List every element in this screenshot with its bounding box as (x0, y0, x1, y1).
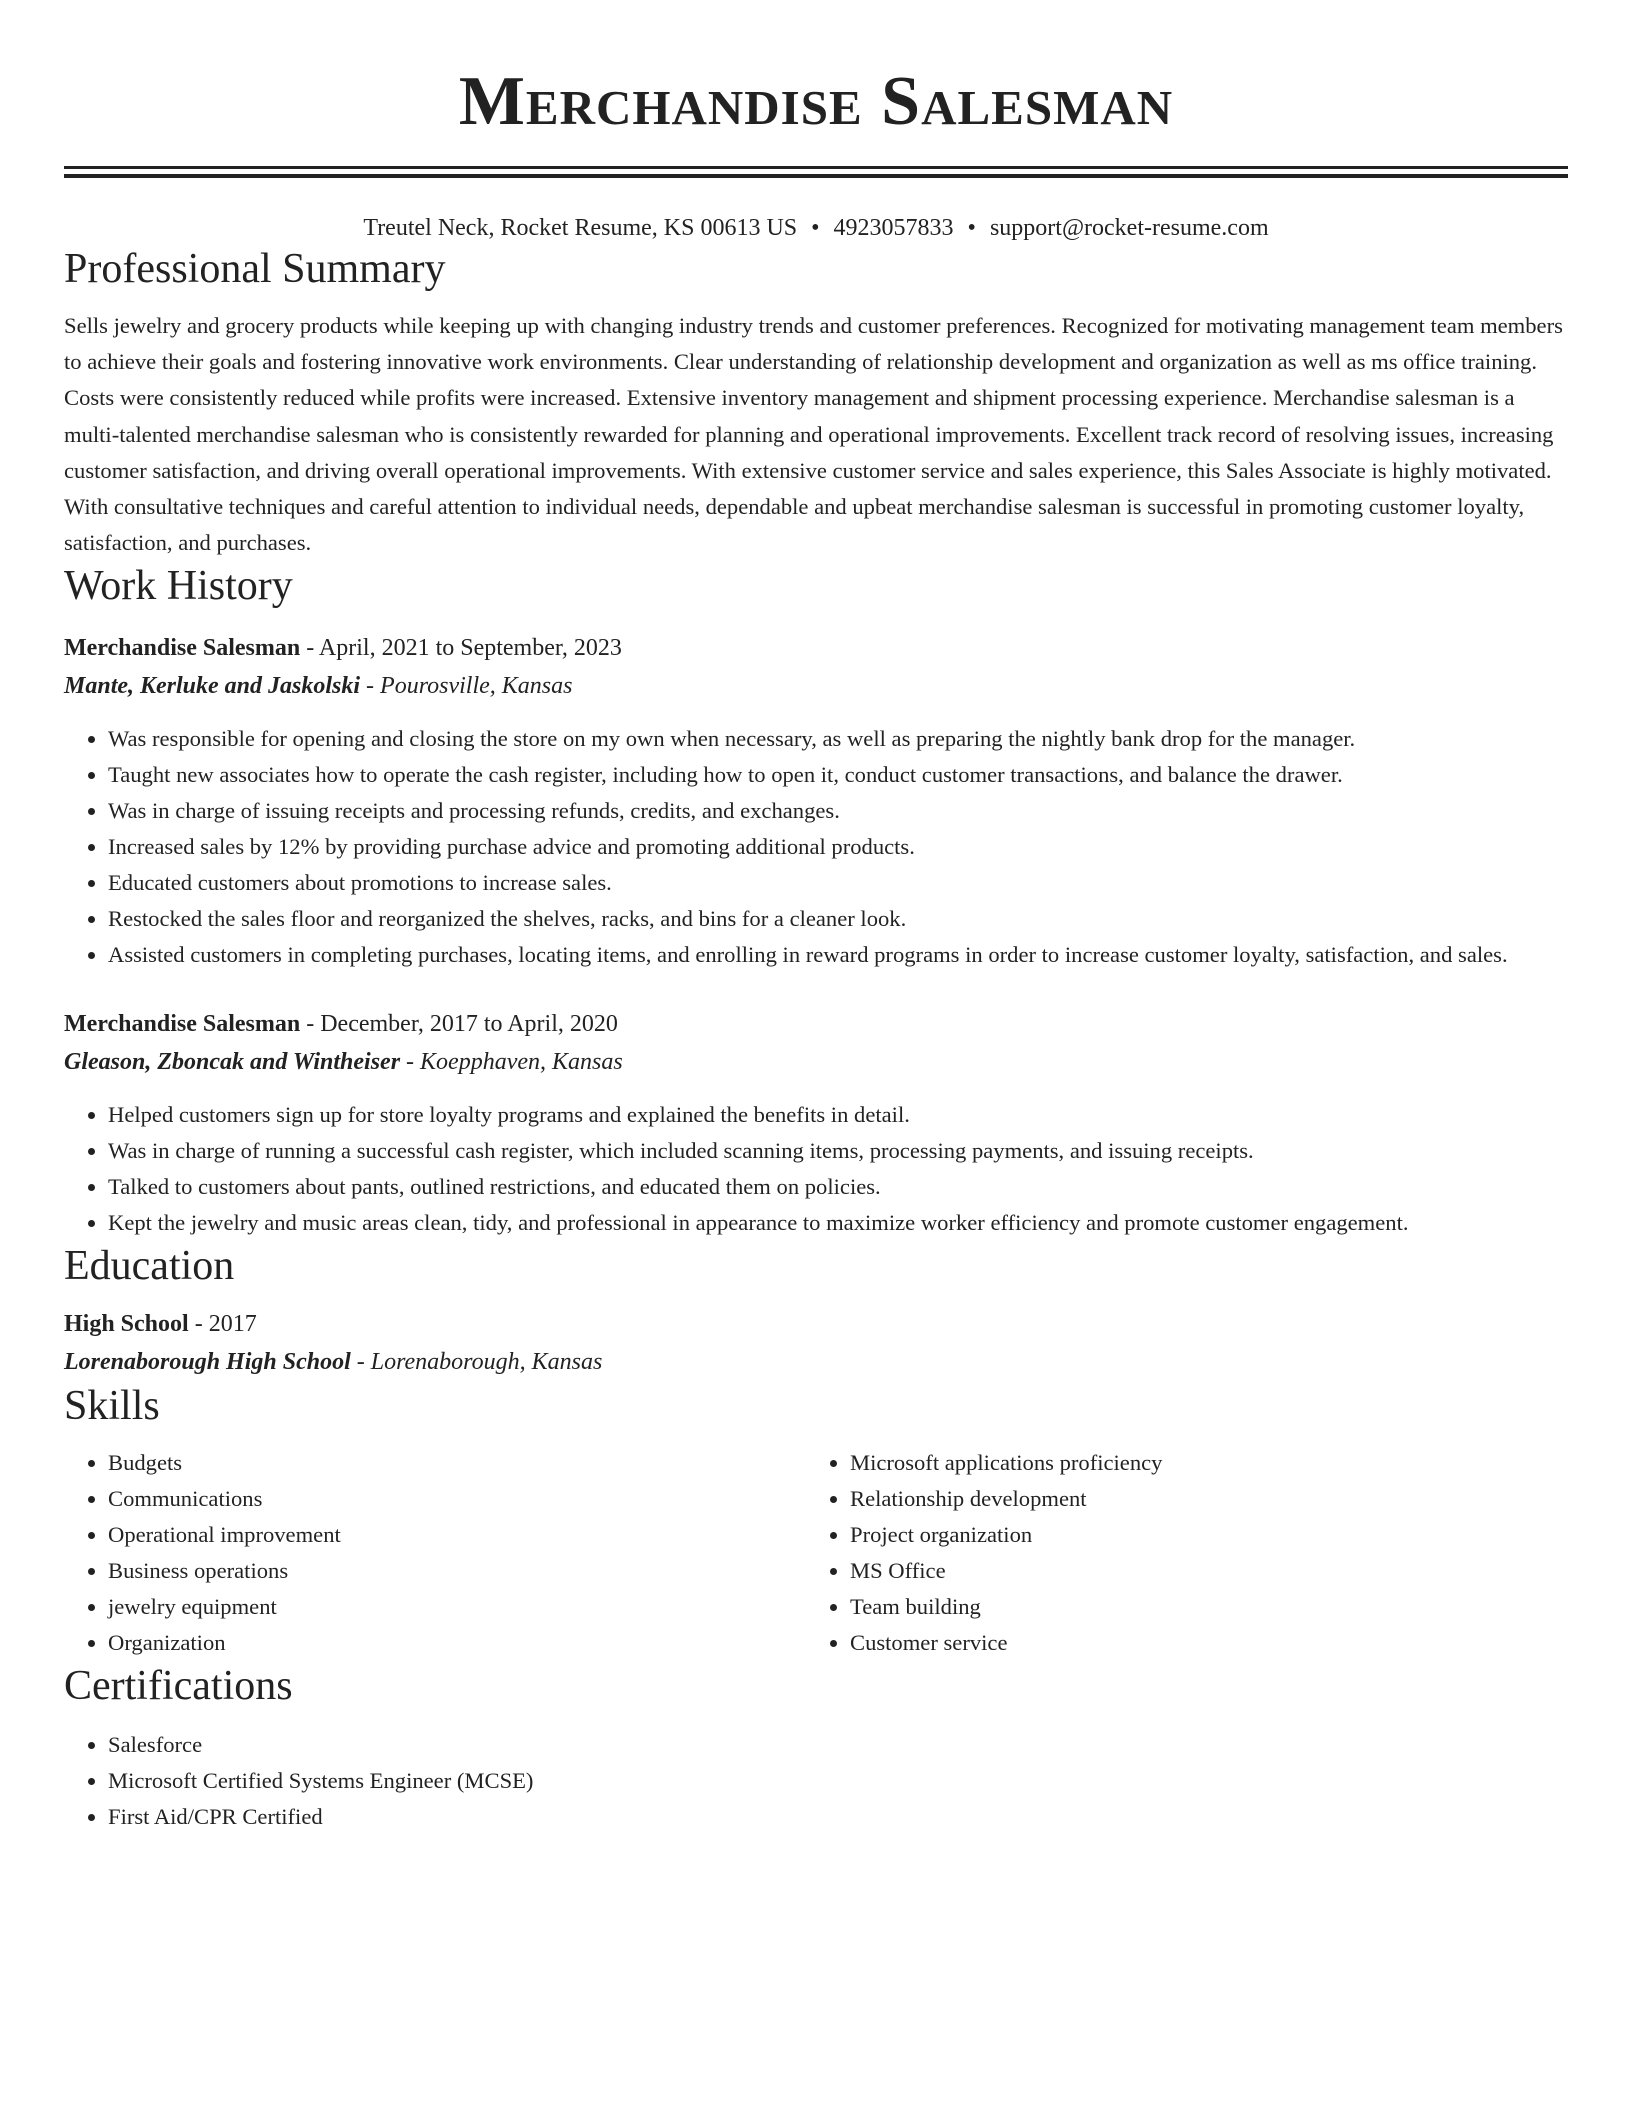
job-entry (64, 1005, 1568, 1241)
skill-item: • Business operations (108, 1553, 806, 1589)
education-entry (64, 1305, 1568, 1381)
skill-item: • MS Office (850, 1553, 1548, 1589)
job-location: - Pourosville, Kansas (360, 673, 573, 700)
skill-item: • Communications (108, 1481, 806, 1517)
education-school: Lorenaborough High School (64, 1349, 351, 1376)
job-dates: - April, 2021 to September, 2023 (300, 635, 622, 662)
job-heading (64, 1005, 1568, 1043)
certifications-list (64, 1727, 1568, 1835)
skill-item: • jewelry equipment (108, 1589, 806, 1625)
education-year: - 2017 (188, 1311, 257, 1338)
job-duty: • Was in charge of running a successful cash register, which included scanning items, processing payments, and issuing receipts. (108, 1133, 1568, 1169)
skills-list (64, 1445, 1568, 1661)
skill-item: • Organization (108, 1625, 806, 1661)
job-duties (64, 1097, 1568, 1241)
contact-address: Treutel Neck, Rocket Resume, KS 00613 US (363, 215, 798, 241)
job-role: Merchandise Salesman (64, 635, 301, 662)
skill-item: • Relationship development (850, 1481, 1548, 1517)
section-title-education: Education (64, 1243, 235, 1290)
education-heading (64, 1305, 1568, 1343)
contact-phone: 4923057833 (833, 215, 954, 241)
job-employer (64, 1043, 1568, 1081)
job-company: Gleason, Zboncak and Wintheiser (64, 1049, 401, 1076)
contact-email: support@rocket-resume.com (989, 215, 1269, 241)
contact-separator: • (811, 215, 820, 241)
skill-item: • Team building (850, 1589, 1548, 1625)
section-title-certifications: Certifications (64, 1663, 293, 1710)
job-location: - Koepphaven, Kansas (400, 1049, 623, 1076)
job-duty: • Kept the jewelry and music areas clean, tidy, and professional in appearance to maximize worker efficiency and promote customer engagement. (108, 1205, 1568, 1241)
certification-item: • Salesforce (108, 1727, 1568, 1763)
contact-line (64, 212, 1568, 244)
contact-separator: • (967, 215, 976, 241)
section-title-skills: Skills (64, 1383, 160, 1430)
job-duty: • Talked to customers about pants, outlined restrictions, and educated them on policies. (108, 1169, 1568, 1205)
summary-text: Sells jewelry and grocery products while keeping up with changing industry trends and customer preferences. Recognized for motivating management team members to achieve their goals and fostering innovative work environments. Clear understanding of relationship development and organization as well as ms office training. Costs were consistently reduced while profits were increased. Extensive inventory management and shipment processing experience. Merchandise salesman is a multi-talented merchandise salesman who is consistently rewarded for planning and operational improvements. Excellent track record of resolving issues, increasing customer satisfaction, and driving overall operational improvements. With extensive customer service and sales experience, this Sales Associate is highly motivated. With consultative techniques and careful attention to individual needs, dependable and upbeat merchandise salesman is successful in promoting customer loyalty, satisfaction, and purchases. (64, 313, 1563, 556)
skills-column-left (64, 1445, 806, 1661)
header-double-rule (64, 166, 1568, 178)
certification-item: • First Aid/CPR Certified (108, 1799, 1568, 1835)
job-duty: • Was responsible for opening and closing the store on my own when necessary, as well as preparing the nightly bank drop for the manager. (108, 721, 1568, 757)
skills-column-right (806, 1445, 1548, 1661)
education-location: - Lorenaborough, Kansas (350, 1349, 603, 1376)
job-employer (64, 667, 1568, 705)
job-dates: - December, 2017 to April, 2020 (300, 1011, 618, 1038)
job-duty: • Taught new associates how to operate the cash register, including how to open it, conduct customer transactions, and balance the drawer. (108, 757, 1568, 793)
job-duty: • Increased sales by 12% by providing purchase advice and promoting additional products. (108, 829, 1568, 865)
job-duty: • Assisted customers in completing purchases, locating items, and enrolling in reward programs in order to increase customer loyalty, satisfaction, and sales. (108, 937, 1568, 973)
job-duties (64, 721, 1568, 973)
resume-name: Merchandise Salesman (458, 63, 1174, 140)
skill-item: • Budgets (108, 1445, 806, 1481)
job-duty: • Restocked the sales floor and reorganized the shelves, racks, and bins for a cleaner look. (108, 901, 1568, 937)
certification-item: • Microsoft Certified Systems Engineer (MCSE) (108, 1763, 1568, 1799)
job-duty: • Educated customers about promotions to increase sales. (108, 865, 1568, 901)
education-institution (64, 1343, 1568, 1381)
job-company: Mante, Kerluke and Jaskolski (64, 673, 361, 700)
skill-item: • Customer service (850, 1625, 1548, 1661)
job-role: Merchandise Salesman (64, 1011, 301, 1038)
job-heading (64, 629, 1568, 667)
job-duty: • Helped customers sign up for store loyalty programs and explained the benefits in detail. (108, 1097, 1568, 1133)
skill-item: • Operational improvement (108, 1517, 806, 1553)
education-degree: High School (64, 1311, 189, 1338)
skill-item: • Project organization (850, 1517, 1548, 1553)
section-title-summary: Professional Summary (64, 246, 446, 292)
section-title-work-history: Work History (64, 563, 293, 610)
skill-item: • Microsoft applications proficiency (850, 1445, 1548, 1481)
job-entry (64, 629, 1568, 973)
job-duty: • Was in charge of issuing receipts and processing refunds, credits, and exchanges. (108, 793, 1568, 829)
